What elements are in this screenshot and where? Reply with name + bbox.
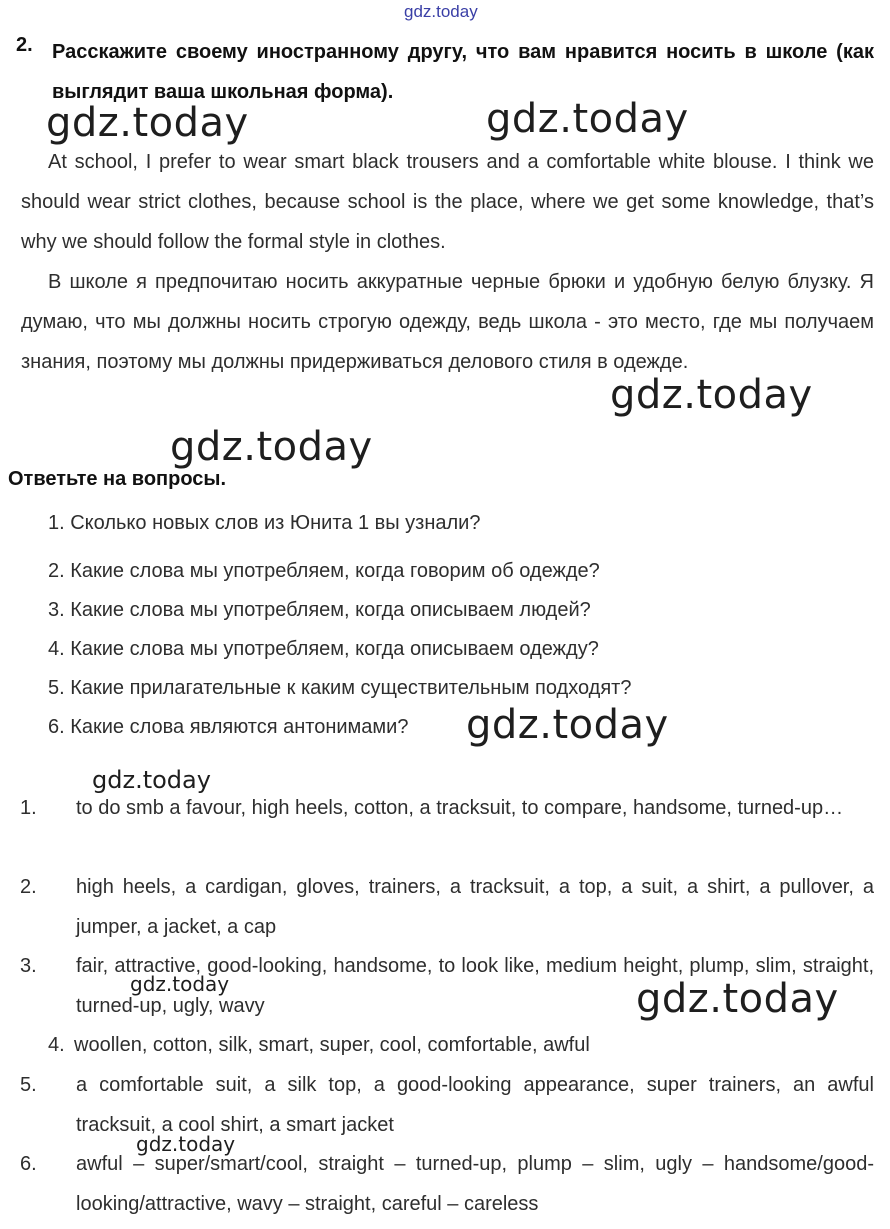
watermark: gdz.today [130,972,230,996]
watermark: gdz.today [610,372,813,418]
question-item: 5. Какие прилагательные к каким существительным подходят? [48,677,632,699]
watermark: gdz.today [486,96,689,142]
answer-number: 3. [20,955,37,977]
task-number: 2. [16,34,33,56]
answer-number: 2. [20,876,37,898]
answer-item [20,867,874,947]
answer-item [20,1144,874,1224]
question-item: 3. Какие слова мы употребляем, когда описываем людей? [48,599,591,621]
answer-number: 5. [20,1074,37,1096]
answer-text: a comfortable suit, a silk top, a good-looking appearance, super trainers, an awful tracksuit, a cool shirt, a smart jacket [76,1074,874,1136]
watermark: gdz.today [170,424,373,470]
answer-text: awful – super/smart/cool, straight – turned-up, plump – slim, ugly – handsome/good-looking/attractive, wavy – straight, careful – careless [76,1153,874,1215]
answer-number: 6. [20,1153,37,1175]
answer-text: woollen, cotton, silk, smart, super, cool, comfortable, awful [74,1034,590,1056]
watermark: gdz.today [636,976,839,1022]
answer-english: At school, I prefer to wear smart black trousers and a comfortable white blouse. I think we should wear strict clothes, because school is the place, where we get some knowledge, that’s why we should follow the formal style in clothes. [21,151,874,253]
task-text: Расскажите своему иностранному другу, что вам нравится носить в школе (как выглядит ваша школьная форма). [52,41,874,103]
answer-text: high heels, a cardigan, gloves, trainers, a tracksuit, a top, a suit, a shirt, a pullover, a jumper, a jacket, a cap [76,876,874,938]
answer-item [20,788,874,828]
answer-text: fair, attractive, good-looking, handsome, to look like, medium height, plump, slim, straight, turned-up, ugly, wavy [76,955,874,1017]
watermark: gdz.today [92,766,211,794]
answer-item [48,1025,874,1065]
answer-number: 1. [20,797,37,819]
watermark: gdz.today [466,702,669,748]
answer-number: 4. [48,1034,65,1056]
question-item: 1. Сколько новых слов из Юнита 1 вы узнали? [48,512,481,534]
question-item: 2. Какие слова мы употребляем, когда говорим об одежде? [48,560,600,582]
watermark: gdz.today [46,100,249,146]
answer-russian: В школе я предпочитаю носить аккуратные черные брюки и удобную белую блузку. Я думаю, что мы должны носить строгую одежду, ведь школа - это место, где мы получаем знания, поэтому мы должны придерживаться делового стиля в одежде. [21,271,874,373]
answer-text: to do smb a favour, high heels, cotton, a tracksuit, to compare, handsome, turned-up… [76,797,844,819]
header-watermark: gdz.today [404,2,478,21]
question-item: 6. Какие слова являются антонимами? [48,716,409,738]
questions-title: Ответьте на вопросы. [8,468,227,490]
watermark: gdz.today [136,1132,236,1156]
question-item: 4. Какие слова мы употребляем, когда описываем одежду? [48,638,599,660]
